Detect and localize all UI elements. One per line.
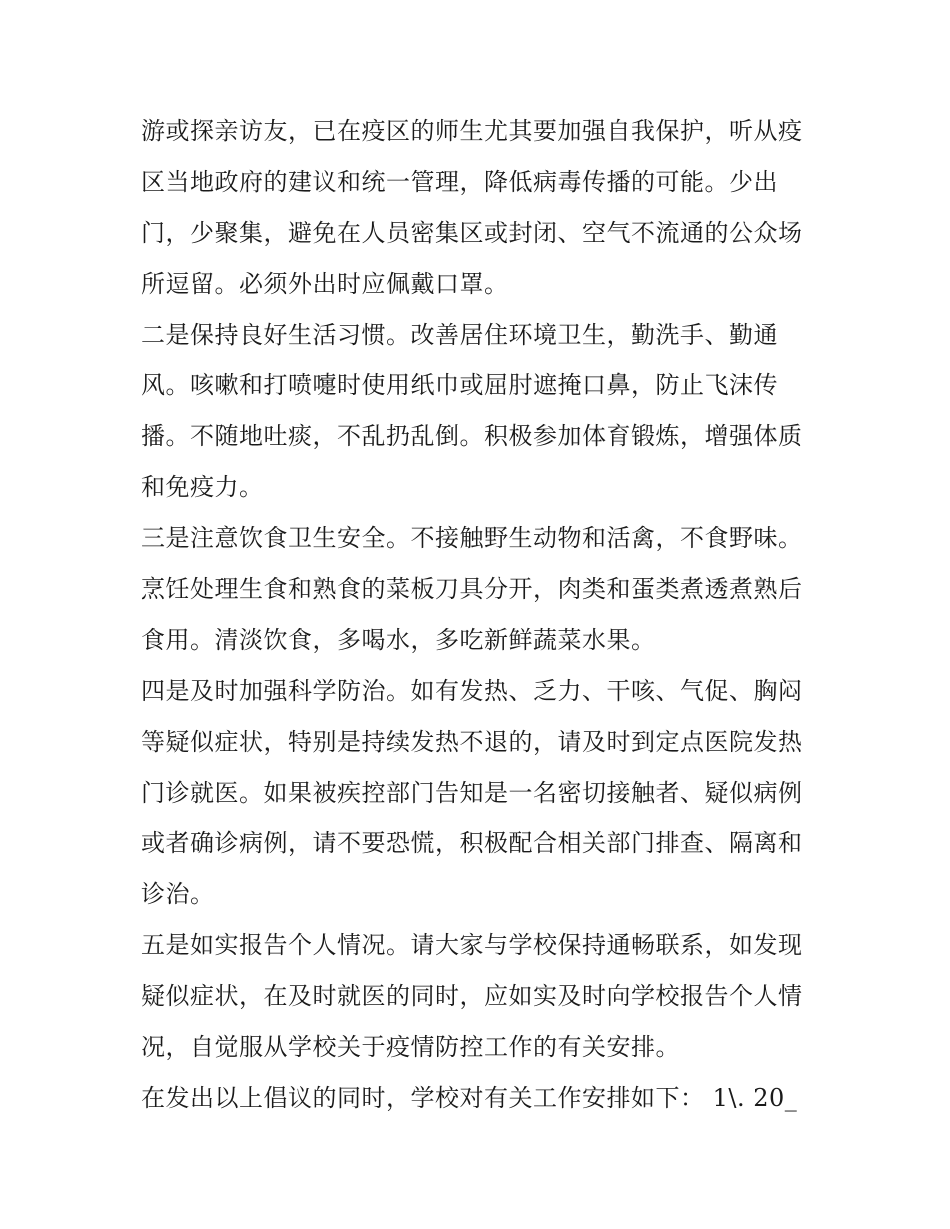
text-line: 门诊就医。如果被疾控部门告知是一名密切接触者、疑似病例 <box>141 778 803 807</box>
text-line: 四是及时加强科学防治。如有发热、乏力、干咳、气促、胸闷 <box>141 676 803 705</box>
text-line: 三是注意饮食卫生安全。不接触野生动物和活禽，不食野味。 <box>141 524 803 553</box>
text-line: 门，少聚集，避免在人员密集区或封闭、空气不流通的公众场 <box>141 218 803 247</box>
text-line: 所逗留。必须外出时应佩戴口罩。 <box>141 269 509 298</box>
text-line: 区当地政府的建议和统一管理，降低病毒传播的可能。少出 <box>141 167 778 196</box>
text-line: 等疑似症状，特别是持续发热不退的，请及时到定点医院发热 <box>141 727 803 756</box>
body-text <box>141 106 821 1124</box>
text-line: 播。不随地吐痰，不乱扔乱倒。积极参加体育锻炼，增强体质 <box>141 422 803 451</box>
text-line: 疑似症状，在及时就医的同时，应如实及时向学校报告个人情 <box>141 982 803 1011</box>
text-line: 烹饪处理生食和熟食的菜板刀具分开，肉类和蛋类煮透煮熟后 <box>141 575 803 604</box>
text-line: 在发出以上倡议的同时，学校对有关工作安排如下： 1\. 20_ <box>141 1083 798 1112</box>
text-line: 或者确诊病例，请不要恐慌，积极配合相关部门排查、隔离和 <box>141 829 803 858</box>
text-line: 食用。清淡饮食，多喝水，多吃新鲜蔬菜水果。 <box>141 625 656 654</box>
text-line: 诊治。 <box>141 880 215 909</box>
text-line: 五是如实报告个人情况。请大家与学校保持通畅联系，如发现 <box>141 931 803 960</box>
text-line: 和免疫力。 <box>141 473 264 502</box>
text-line: 风。咳嗽和打喷嚏时使用纸巾或屈肘遮掩口鼻，防止飞沫传 <box>141 371 778 400</box>
text-line: 况，自觉服从学校关于疫情防控工作的有关安排。 <box>141 1033 680 1062</box>
text-line: 二是保持良好生活习惯。改善居住环境卫生，勤洗手、勤通 <box>141 320 778 349</box>
text-line: 游或探亲访友，已在疫区的师生尤其要加强自我保护，听从疫 <box>141 117 803 145</box>
